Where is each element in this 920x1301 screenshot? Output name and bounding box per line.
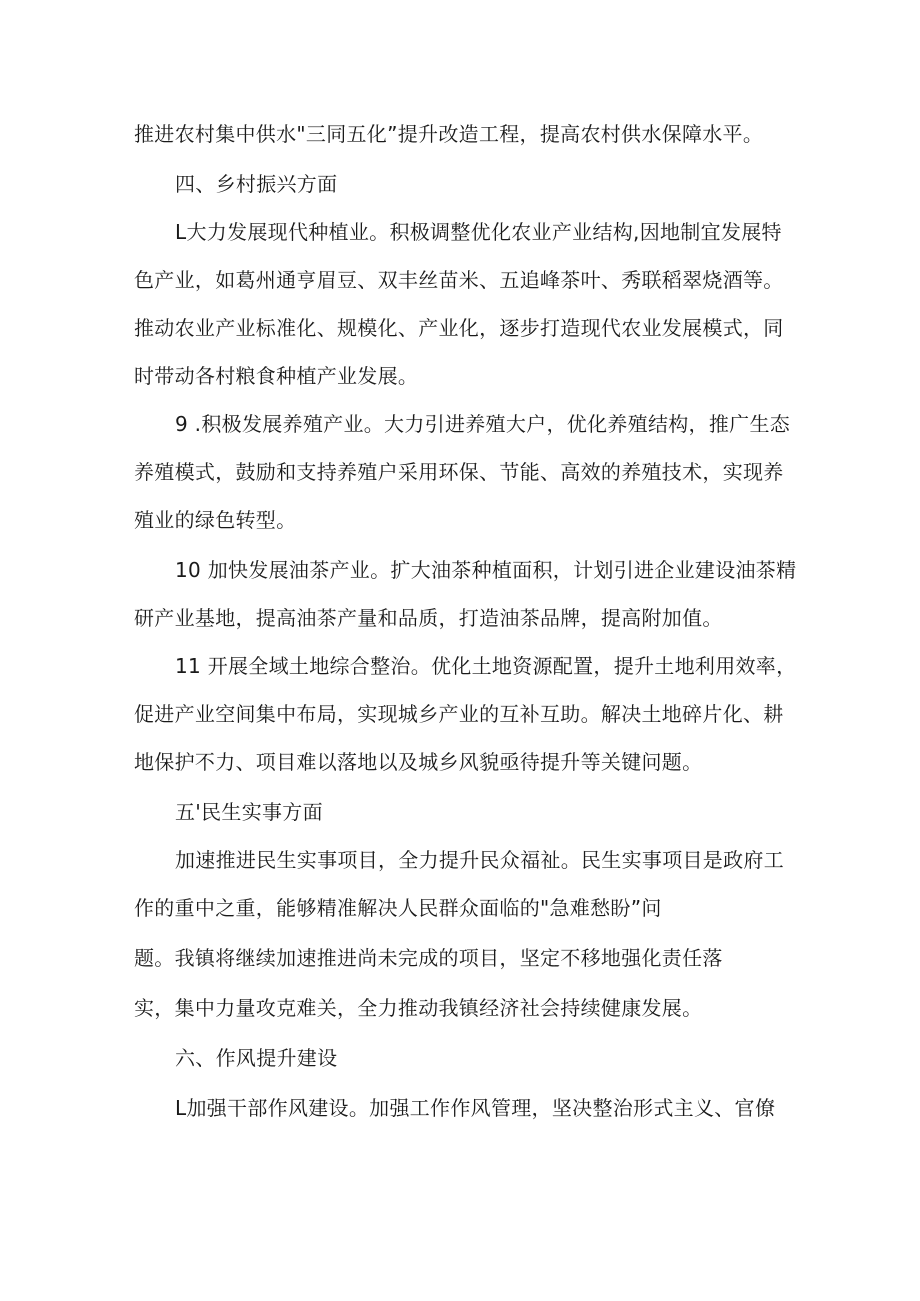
paragraph-line: 实，集中力量攻克难关，全力推动我镇经济社会持续健康发展。 [134, 996, 703, 1020]
paragraph-line: 养殖模式，鼓励和支持养殖户采用环保、节能、高效的养殖技术，实现养 [134, 460, 784, 484]
paragraph-line: 地保护不力、项目难以落地以及城乡风貌亟待提升等关键问题。 [134, 750, 703, 774]
paragraph-line: 研产业基地，提高油茶产量和品质，打造油茶品牌，提高附加值。 [134, 606, 723, 630]
paragraph-line: L加强干部作风建设。加强工作作风管理，坚决整治形式主义、官僚 [175, 1096, 776, 1120]
paragraph-line: 殖业的绿色转型。 [134, 508, 297, 532]
paragraph-line: 10 加快发展油茶产业。扩大油茶种植面积，计划引进企业建设油茶精 [175, 558, 797, 582]
section-heading: 四、乡村振兴方面 [175, 172, 338, 196]
paragraph-line: L大力发展现代种植业。积极调整优化农业产业结构,因地制宜发展特 [175, 220, 782, 244]
paragraph-line: 加速推进民生实事项目，全力提升民众福祉。民生实事项目是政府工 [175, 848, 784, 872]
paragraph-line: 作的重中之重，能够精准解决人民群众面临的"急难愁盼”问 [134, 896, 662, 920]
section-heading: 五'民生实事方面 [175, 800, 323, 824]
paragraph-line: 9 .积极发展养殖产业。大力引进养殖大户，优化养殖结构，推广生态 [175, 412, 791, 436]
paragraph-line: 推进农村集中供水"三同五化”提升改造工程，提高农村供水保障水平。 [134, 122, 764, 146]
section-heading: 六、作风提升建设 [175, 1046, 338, 1070]
paragraph-line: 题。我镇将继续加速推进尚未完成的项目，坚定不移地强化责任落 [134, 946, 723, 970]
paragraph-line: 时带动各村粮食种植产业发展。 [134, 364, 419, 388]
paragraph-line: 11 开展全域土地综合整治。优化土地资源配置，提升土地利用效率， [175, 654, 797, 678]
paragraph-line: 促进产业空间集中布局，实现城乡产业的互补互助。解决土地碎片化、耕 [134, 702, 784, 726]
paragraph-line: 推动农业产业标准化、规模化、产业化，逐步打造现代农业发展模式，同 [134, 316, 784, 340]
paragraph-line: 色产业，如葛州通亨眉豆、双丰丝苗米、五追峰茶叶、秀联稻翠烧酒等。 [134, 268, 784, 292]
